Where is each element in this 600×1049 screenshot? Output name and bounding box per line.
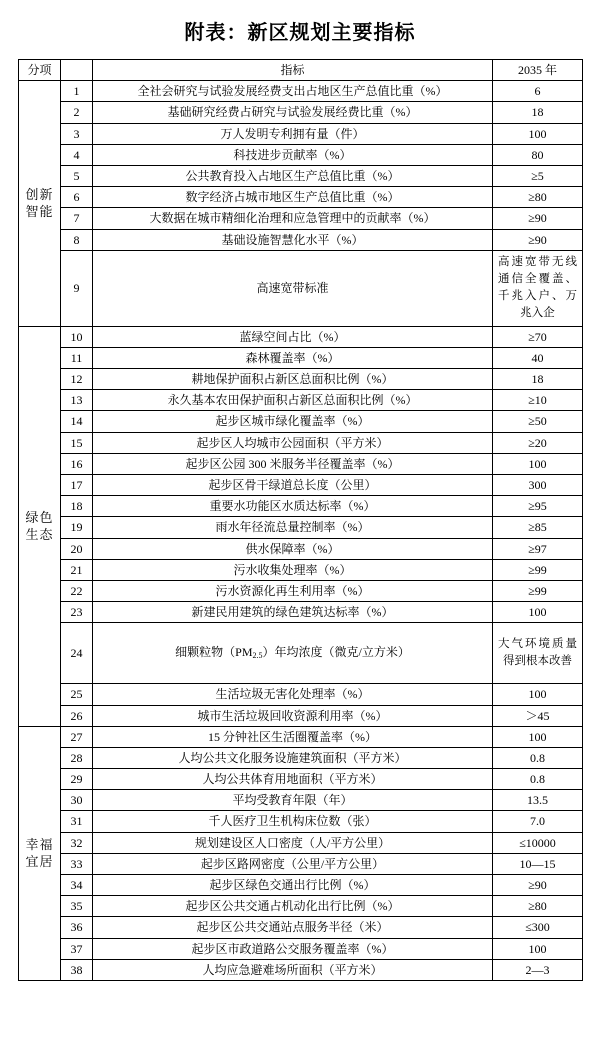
value-cell: 300	[493, 475, 583, 496]
value-cell: 6	[493, 81, 583, 102]
table-header-row	[19, 60, 583, 81]
indicator-cell: 起步区绿色交通出行比例（%）	[93, 875, 493, 896]
indicator-cell: 起步区城市绿化覆盖率（%）	[93, 411, 493, 432]
row-number: 10	[61, 326, 93, 347]
value-cell: 100	[493, 938, 583, 959]
indicator-cell: 规划建设区人口密度（人/平方公里）	[93, 832, 493, 853]
row-number: 37	[61, 938, 93, 959]
table-header	[19, 60, 583, 81]
indicator-cell: 基础研究经费占研究与试验发展经费比重（%）	[93, 102, 493, 123]
value-cell: ≥70	[493, 326, 583, 347]
value-cell: 18	[493, 369, 583, 390]
table-row	[19, 747, 583, 768]
indicator-cell: 全社会研究与试验发展经费支出占地区生产总值比重（%）	[93, 81, 493, 102]
row-number: 31	[61, 811, 93, 832]
value-cell: ≥90	[493, 208, 583, 229]
row-number: 13	[61, 390, 93, 411]
indicator-cell: 起步区骨干绿道总长度（公里）	[93, 475, 493, 496]
value-cell: 100	[493, 123, 583, 144]
table-row	[19, 390, 583, 411]
table-row	[19, 208, 583, 229]
table-row	[19, 938, 583, 959]
value-cell: ≤10000	[493, 832, 583, 853]
indicator-cell: 污水收集处理率（%）	[93, 559, 493, 580]
value-cell: ≥97	[493, 538, 583, 559]
row-number: 34	[61, 875, 93, 896]
value-cell: ≥99	[493, 559, 583, 580]
value-cell: 100	[493, 453, 583, 474]
value-cell: ≥10	[493, 390, 583, 411]
indicator-cell: 起步区公园 300 米服务半径覆盖率（%）	[93, 453, 493, 474]
value-cell: 高速宽带无线通信全覆盖、千兆入户、万兆入企	[493, 250, 583, 326]
table-row	[19, 123, 583, 144]
group-cell: 幸福 宜居	[19, 726, 61, 980]
row-number: 18	[61, 496, 93, 517]
indicator-cell: 蓝绿空间占比（%）	[93, 326, 493, 347]
header-group: 分项	[19, 60, 61, 81]
row-number: 3	[61, 123, 93, 144]
table-row	[19, 853, 583, 874]
row-number: 21	[61, 559, 93, 580]
row-number: 7	[61, 208, 93, 229]
indicator-cell: 生活垃圾无害化处理率（%）	[93, 684, 493, 705]
table-row	[19, 411, 583, 432]
row-number: 12	[61, 369, 93, 390]
indicator-cell: 重要水功能区水质达标率（%）	[93, 496, 493, 517]
indicator-cell: 万人发明专利拥有量（件）	[93, 123, 493, 144]
value-cell: ≥85	[493, 517, 583, 538]
metrics-table	[18, 59, 583, 981]
table-row	[19, 623, 583, 684]
row-number: 23	[61, 602, 93, 623]
indicator-cell: 千人医疗卫生机构床位数（张）	[93, 811, 493, 832]
indicator-cell: 永久基本农田保护面积占新区总面积比例（%）	[93, 390, 493, 411]
value-cell: 大气环境质量得到根本改善	[493, 623, 583, 684]
table-row	[19, 369, 583, 390]
row-number: 28	[61, 747, 93, 768]
value-cell: 0.8	[493, 769, 583, 790]
table-row	[19, 580, 583, 601]
table-row	[19, 538, 583, 559]
indicator-cell: 起步区公共交通站点服务半径（米）	[93, 917, 493, 938]
indicator-cell: 15 分钟社区生活圈覆盖率（%）	[93, 726, 493, 747]
row-number: 9	[61, 250, 93, 326]
indicator-cell: 起步区人均城市公园面积（平方米）	[93, 432, 493, 453]
row-number: 6	[61, 187, 93, 208]
row-number: 25	[61, 684, 93, 705]
row-number: 27	[61, 726, 93, 747]
indicator-cell: 起步区公共交通占机动化出行比例（%）	[93, 896, 493, 917]
row-number: 4	[61, 144, 93, 165]
value-cell: 100	[493, 726, 583, 747]
value-cell: ≥80	[493, 187, 583, 208]
table-row	[19, 875, 583, 896]
table-row	[19, 959, 583, 980]
row-number: 38	[61, 959, 93, 980]
row-number: 29	[61, 769, 93, 790]
table-row	[19, 432, 583, 453]
indicator-cell: 耕地保护面积占新区总面积比例（%）	[93, 369, 493, 390]
row-number: 8	[61, 229, 93, 250]
row-number: 20	[61, 538, 93, 559]
row-number: 26	[61, 705, 93, 726]
row-number: 2	[61, 102, 93, 123]
table-row	[19, 453, 583, 474]
value-cell: ≥50	[493, 411, 583, 432]
page-title: 附表：新区规划主要指标	[184, 22, 416, 44]
indicator-cell: 起步区市政道路公交服务覆盖率（%）	[93, 938, 493, 959]
table-row	[19, 705, 583, 726]
value-cell: ≥80	[493, 896, 583, 917]
table-row	[19, 250, 583, 326]
indicator-cell: 高速宽带标准	[93, 250, 493, 326]
value-cell: 13.5	[493, 790, 583, 811]
table-row	[19, 769, 583, 790]
value-cell: ≥90	[493, 875, 583, 896]
value-cell: ≥90	[493, 229, 583, 250]
table-row	[19, 917, 583, 938]
header-number	[61, 60, 93, 81]
header-indicator: 指标	[93, 60, 493, 81]
indicator-cell: 雨水年径流总量控制率（%）	[93, 517, 493, 538]
row-number: 24	[61, 623, 93, 684]
table-row	[19, 684, 583, 705]
value-cell: 7.0	[493, 811, 583, 832]
table-row	[19, 347, 583, 368]
row-number: 22	[61, 580, 93, 601]
row-number: 16	[61, 453, 93, 474]
indicator-cell: 供水保障率（%）	[93, 538, 493, 559]
value-cell: ≥5	[493, 165, 583, 186]
table-row	[19, 229, 583, 250]
indicator-cell: 人均公共体育用地面积（平方米）	[93, 769, 493, 790]
indicator-cell: 数字经济占城市地区生产总值比重（%）	[93, 187, 493, 208]
indicator-cell: 公共教育投入占地区生产总值比重（%）	[93, 165, 493, 186]
row-number: 1	[61, 81, 93, 102]
row-number: 14	[61, 411, 93, 432]
value-cell: ＞45	[493, 705, 583, 726]
row-number: 30	[61, 790, 93, 811]
group-cell: 创新 智能	[19, 81, 61, 327]
table-row	[19, 102, 583, 123]
table-body	[19, 81, 583, 981]
row-number: 35	[61, 896, 93, 917]
row-number: 11	[61, 347, 93, 368]
indicator-cell: 起步区路网密度（公里/平方公里）	[93, 853, 493, 874]
table-row	[19, 896, 583, 917]
indicator-cell: 基础设施智慧化水平（%）	[93, 229, 493, 250]
row-number: 17	[61, 475, 93, 496]
table-row	[19, 475, 583, 496]
table-row	[19, 726, 583, 747]
indicator-cell: 人均应急避难场所面积（平方米）	[93, 959, 493, 980]
row-number: 33	[61, 853, 93, 874]
table-row	[19, 559, 583, 580]
indicator-cell: 平均受教育年限（年）	[93, 790, 493, 811]
indicator-cell: 城市生活垃圾回收资源利用率（%）	[93, 705, 493, 726]
value-cell: 18	[493, 102, 583, 123]
indicator-cell: 新建民用建筑的绿色建筑达标率（%）	[93, 602, 493, 623]
indicator-cell: 科技进步贡献率（%）	[93, 144, 493, 165]
row-number: 15	[61, 432, 93, 453]
header-value-year: 2035 年	[493, 60, 583, 81]
table-row	[19, 517, 583, 538]
value-cell: ≥99	[493, 580, 583, 601]
value-cell: 10—15	[493, 853, 583, 874]
table-row	[19, 144, 583, 165]
indicator-cell: 大数据在城市精细化治理和应急管理中的贡献率（%）	[93, 208, 493, 229]
row-number: 5	[61, 165, 93, 186]
row-number: 36	[61, 917, 93, 938]
table-row	[19, 187, 583, 208]
row-number: 32	[61, 832, 93, 853]
indicator-cell: 污水资源化再生利用率（%）	[93, 580, 493, 601]
value-cell: 100	[493, 602, 583, 623]
table-row	[19, 165, 583, 186]
value-cell: 80	[493, 144, 583, 165]
value-cell: 2—3	[493, 959, 583, 980]
table-row	[19, 602, 583, 623]
table-row	[19, 326, 583, 347]
value-cell: 100	[493, 684, 583, 705]
table-row	[19, 811, 583, 832]
table-row	[19, 790, 583, 811]
row-number: 19	[61, 517, 93, 538]
value-cell: ≥20	[493, 432, 583, 453]
table-row	[19, 81, 583, 102]
value-cell: ≥95	[493, 496, 583, 517]
table-row	[19, 832, 583, 853]
indicator-cell: 细颗粒物$(PM_{2.5})$年均浓度（微克/立方米）	[93, 623, 493, 684]
group-cell: 绿色 生态	[19, 326, 61, 726]
value-cell: ≤300	[493, 917, 583, 938]
table-row	[19, 496, 583, 517]
indicator-cell: 人均公共文化服务设施建筑面积（平方米）	[93, 747, 493, 768]
value-cell: 0.8	[493, 747, 583, 768]
indicator-cell: 森林覆盖率（%）	[93, 347, 493, 368]
value-cell: 40	[493, 347, 583, 368]
